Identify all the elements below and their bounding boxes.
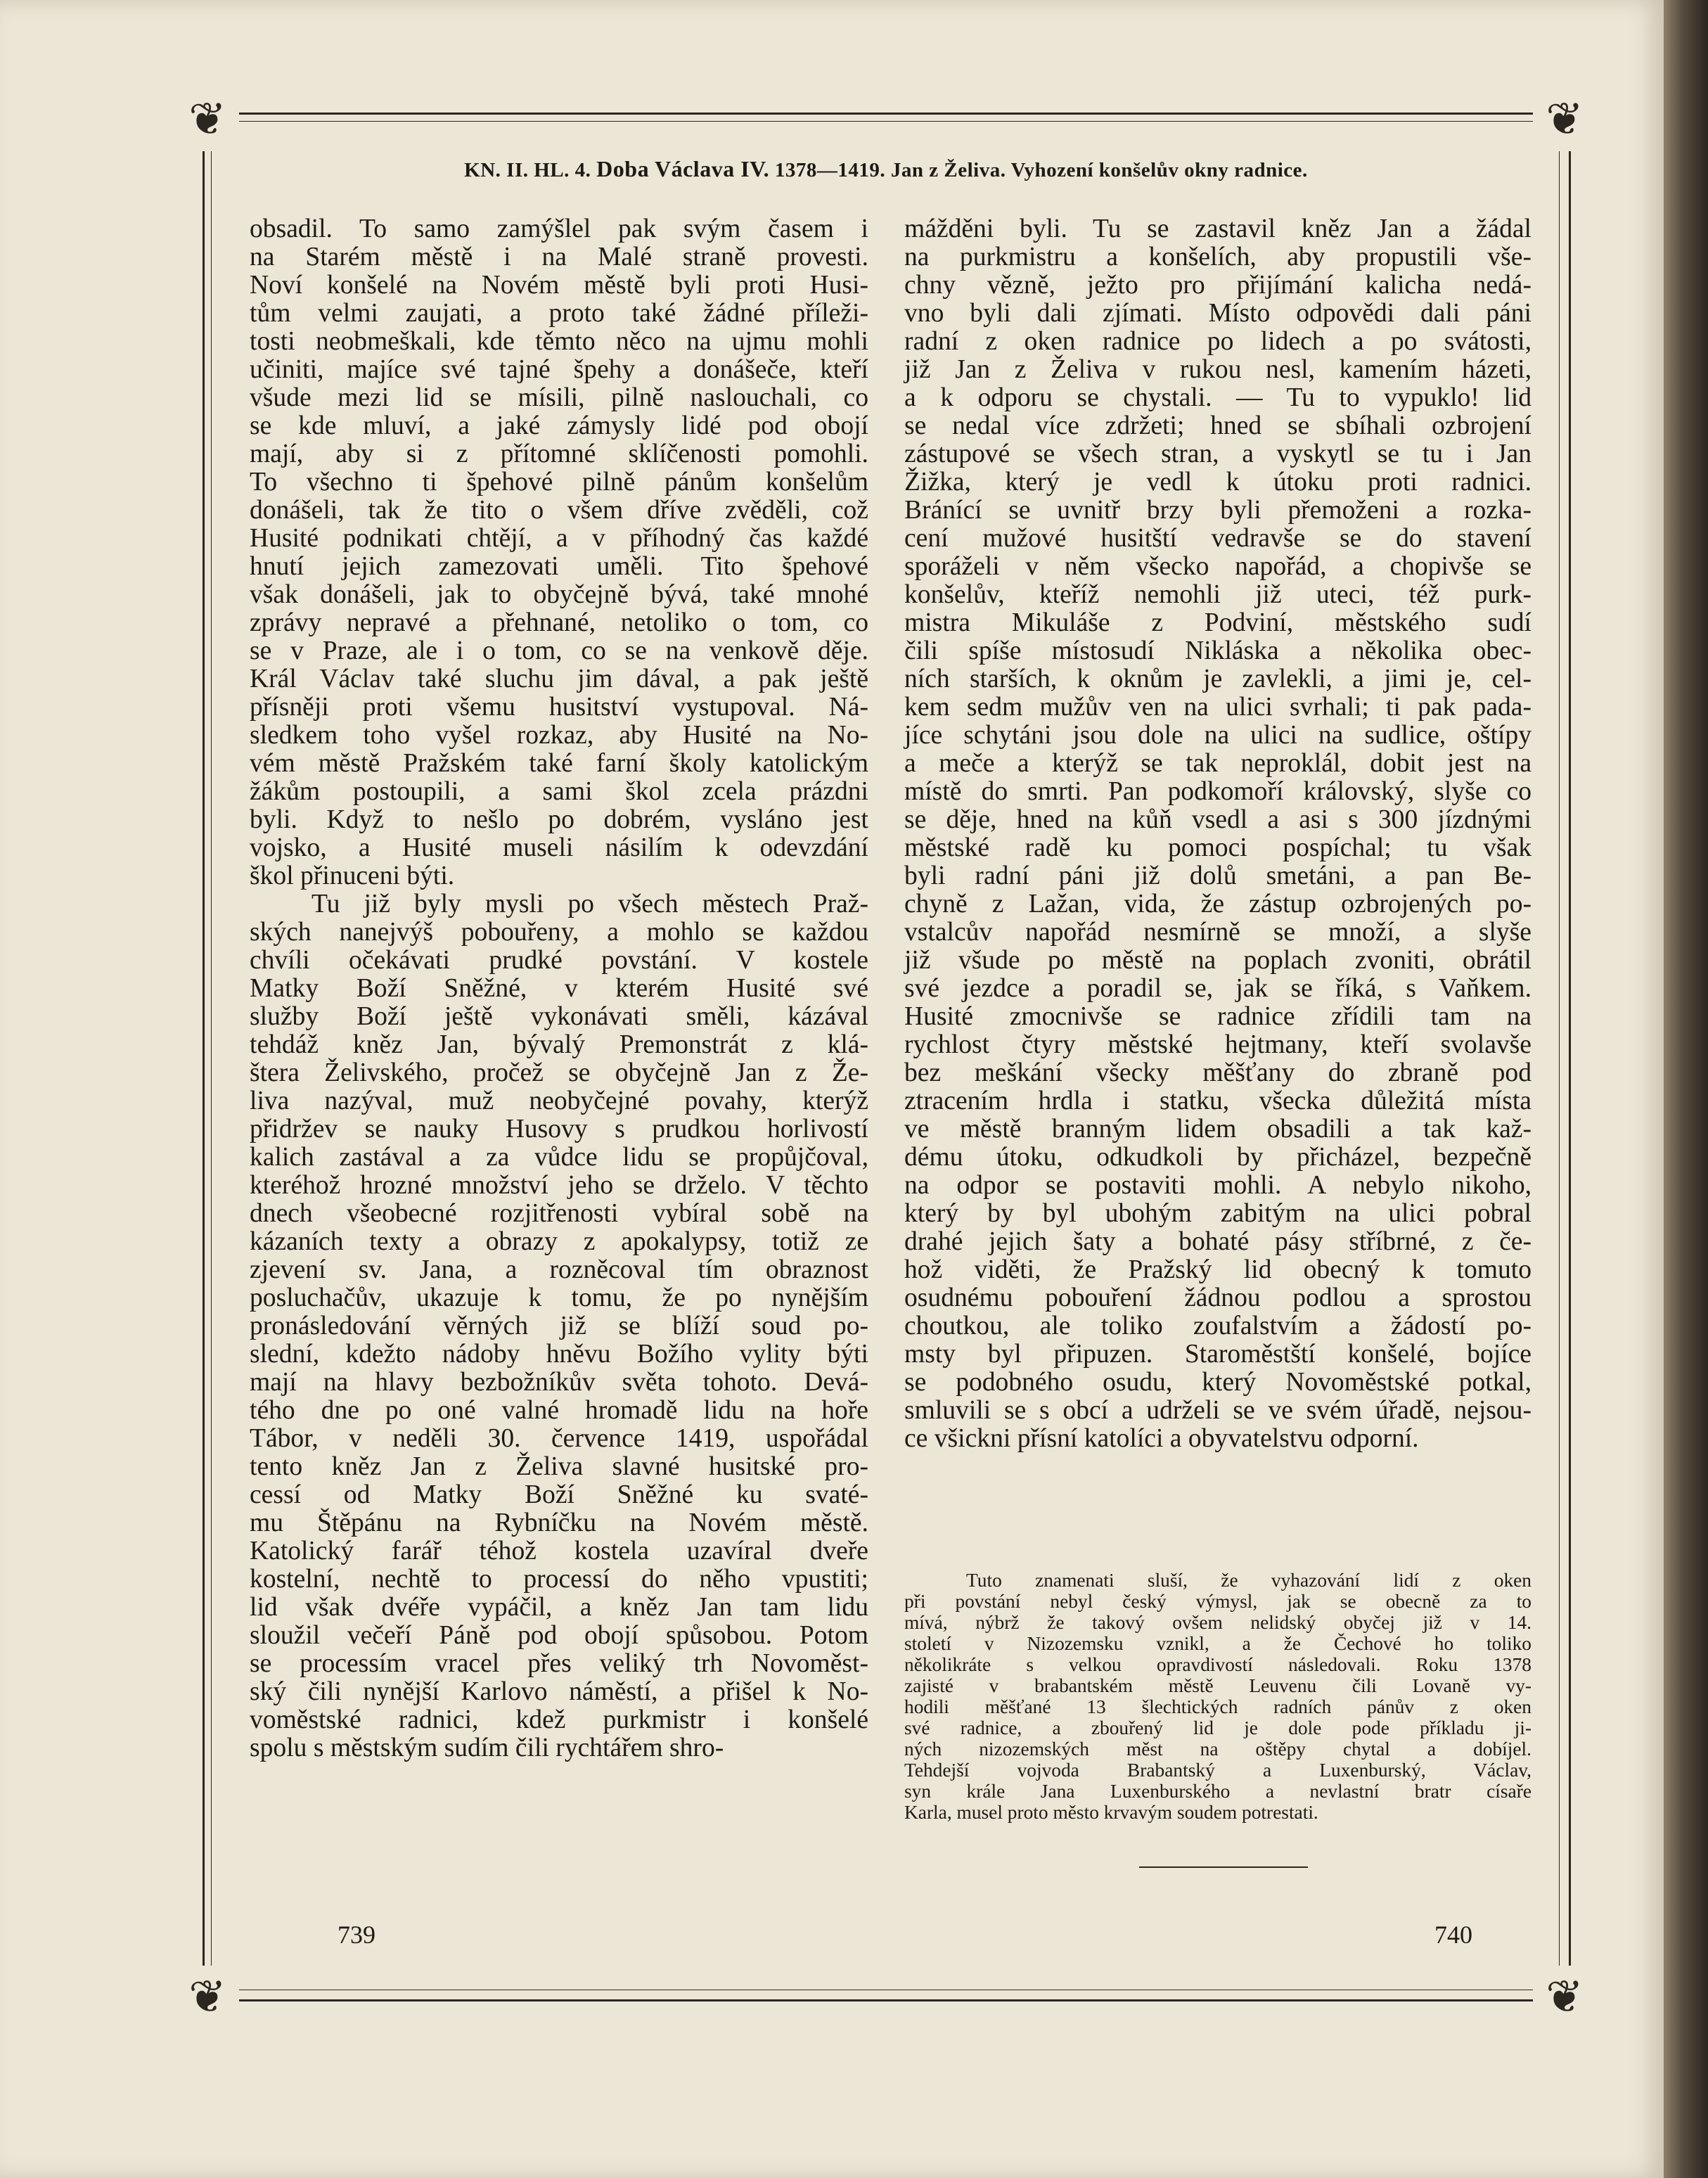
page-number-left: 739 — [338, 1921, 375, 1949]
running-head-title: Doba Václava IV. — [596, 156, 770, 181]
text-line: obsadil. To samo zamýšlel pak svým časem i — [250, 214, 868, 243]
text-line: tého dne po oné valné hromadě lidu na hoře — [250, 1396, 868, 1425]
text-line: žákům postoupili, a sami škol zcela prázdni — [250, 777, 868, 806]
text-line: drahé jejich šaty a bohaté pásy stříbrné, z če- — [904, 1227, 1532, 1256]
left-text-column — [250, 215, 868, 1762]
text-line: Husité podnikati chtějí, a v příhodný čas každé — [250, 524, 868, 553]
text-line: chny vězně, ježto pro přijímání kalicha nedá- — [904, 271, 1532, 300]
text-line: sledkem toho vyšel rozkaz, aby Husité na No- — [250, 721, 868, 750]
text-line: chvíli očekávati prudké povstání. V kostele — [250, 946, 868, 975]
text-line: posluchačův, ukazuje k tomu, že po nynějším — [250, 1283, 868, 1312]
page-number-right: 740 — [1434, 1921, 1472, 1949]
right-text-column — [904, 215, 1532, 1453]
text-line: mistra Mikuláše z Podviní, městského sudí — [904, 608, 1532, 637]
text-line: mu Štěpánu na Rybníčku na Novém městě. — [250, 1508, 868, 1537]
text-line: pronásledování věrných již se blíží soud po- — [250, 1312, 868, 1340]
text-line: ce všickni přísní katolíci a obyvatelstvu odporní. — [904, 1424, 1419, 1453]
text-line: zajisté v brabantském městě Leuvenu čili Lovaně vy- — [904, 1675, 1532, 1696]
text-line: rychlost čtyry městské hejtmany, kteří svolavše — [904, 1030, 1532, 1059]
running-head — [232, 156, 1540, 182]
text-line: Husité zmocnivše se radnice zřídili tam na — [904, 1002, 1532, 1031]
text-line: Karla, musel proto město krvavým soudem potrestati. — [904, 1802, 1318, 1823]
text-line: se nedal více zdržeti; hned se sbíhali ozbrojení — [904, 411, 1532, 440]
text-line: lid však dvéře vypáčil, a kněz Jan tam lidu — [250, 1593, 868, 1622]
text-line: zástupové se všech stran, a vyskytl se tu i Jan — [904, 440, 1532, 468]
text-line: ských nanejvýš pobouřeny, a mohlo se každou — [250, 918, 868, 947]
text-line: cení mužové husitští vedravše se do stavení — [904, 524, 1532, 553]
text-line: radní z oken radnice po lidech a po svátosti, — [904, 327, 1532, 356]
text-line: který by byl ubohým zabitým na ulici pobral — [904, 1199, 1532, 1228]
text-line: vstalcův napořád nesmírně se množí, a slyše — [904, 918, 1532, 947]
text-line: své radnice, a zbouřený lid je dole pode příkladu ji- — [904, 1717, 1532, 1738]
text-line: hodili měšťané 13 šlechtických radních pánův z oken — [904, 1696, 1532, 1717]
text-line: spolu s městským sudím čili rychtářem shro- — [250, 1734, 724, 1762]
text-line: se v Praze, ale i o tom, co se na venkově děje. — [250, 636, 868, 665]
text-line: osudnému pobouření žádnou podlou a sprostou — [904, 1283, 1532, 1312]
text-line: však donášeli, jak to obyčejně bývá, také mnohé — [250, 580, 868, 609]
text-line: tehdáž kněz Jan, bývalý Premonstrát z klá- — [250, 1030, 868, 1059]
text-line: Žižka, který je vedl k útoku proti radnici. — [904, 468, 1532, 497]
text-line: bez meškání všecky měšťany do zbraně pod — [904, 1058, 1532, 1087]
text-line: ních starších, k oknům je zavlekli, a jimi je, cel- — [904, 665, 1532, 693]
text-line: se podobného osudu, který Novoměstské potkal, — [904, 1368, 1532, 1397]
running-head-pre: KN. II. HL. 4. — [464, 159, 597, 181]
text-line: mívá, nýbrž že takový ovšem nelidský obyčej již v 14. — [904, 1612, 1532, 1633]
text-line: ných nizozemských měst na oštěpy chytal a dobíjel. — [904, 1738, 1532, 1760]
text-line: Bránící se uvnitř brzy byli přemoženi a rozka- — [904, 496, 1532, 525]
text-line: několikráte s velkou opravdivostí následovali. Roku 1378 — [904, 1654, 1532, 1675]
text-line: hož viděti, že Pražský lid obecný k tomuto — [904, 1255, 1532, 1284]
text-line: dému útoku, odkudkoli by přicházel, bezpečně — [904, 1143, 1532, 1172]
text-line: zprávy nepravé a přehnané, netoliko o tom, co — [250, 608, 868, 637]
text-line: dnech všeobecné rozjitřenosti vybíral sobě na — [250, 1199, 868, 1228]
text-line: liva nazýval, muž neobyčejné povahy, kterýž — [250, 1087, 868, 1115]
text-line: Noví konšelé na Novém městě byli proti Husi- — [250, 271, 868, 300]
text-line: se processím vracel přes veliký trh Novoměst- — [250, 1649, 868, 1678]
text-line: Tehdejší vojvoda Brabantský a Luxenburský, Václav, — [904, 1760, 1532, 1781]
text-line: učiniti, majíce své tajné špehy a donášeče, kteří — [250, 355, 868, 384]
text-line: Tábor, v neděli 30. července 1419, uspořádal — [250, 1424, 868, 1453]
text-line: při povstání nebyl český výmysl, jak se obecně za to — [904, 1591, 1532, 1612]
corner-ornament-icon: ❦ — [1533, 88, 1596, 151]
text-line: kostelní, nechtě to processí do něho vpustiti; — [250, 1565, 868, 1594]
text-line: kalich zastával a za vůdce lidu se propůjčoval, — [250, 1143, 868, 1172]
text-line: na Starém městě i na Malé straně provesti. — [250, 243, 868, 271]
text-line: Tu již byly mysli po všech městech Praž- — [312, 890, 868, 918]
text-line: se děje, hned na kůň vsedl a asi s 300 jízdnými — [904, 805, 1532, 834]
running-head-post: 1378—1419. Jan z Želiva. Vyhození konšelův okny radnice. — [769, 159, 1308, 181]
text-line: kázaních texty a obrazy z apokalypsy, totiž ze — [250, 1227, 868, 1256]
text-line: choutkou, ale toliko zoufalstvím a žádostí po- — [904, 1312, 1532, 1340]
text-line: jíce schytáni jsou dole na ulici na sudlice, oštípy — [904, 721, 1532, 750]
text-line: se kde mluví, a jaké zámysly lidé pod obojí — [250, 411, 868, 440]
text-line: vém městě Pražském také farní školy katolickým — [250, 749, 868, 778]
text-line: msty byl připuzen. Staroměstští konšelé, bojíce — [904, 1340, 1532, 1369]
text-line: tosti neobmeškali, kde těmto něco na ujmu mohli — [250, 327, 868, 356]
text-line: století v Nizozemsku vznikl, a že Čechové ho toliko — [904, 1633, 1532, 1654]
text-line: syn krále Jana Luxenburského a nevlastní bratr císaře — [904, 1781, 1532, 1802]
text-line: městské radě ku pomoci pospíchal; tu však — [904, 833, 1532, 862]
text-line: štera Želivského, pročež se obyčejně Jan z Že- — [250, 1058, 868, 1087]
text-line: kteréhož hrozné množství jeho se drželo. V těchto — [250, 1171, 868, 1200]
text-line: Matky Boží Sněžné, v kterém Husité své — [250, 974, 868, 1003]
text-line: Tuto znamenati sluší, že vyhazování lidí z oken — [966, 1570, 1532, 1591]
text-line: smluvili se s obcí a udrželi se ve svém úřadě, nejsou- — [904, 1396, 1532, 1425]
corner-ornament-icon: ❦ — [176, 1966, 239, 2029]
text-line: na purkmistru a konšelích, aby propustili vše- — [904, 243, 1532, 271]
text-line: byli radní páni již dolů smetáni, a pan Be- — [904, 861, 1532, 890]
text-line: ský čili nynější Karlovo náměstí, a přišel k No- — [250, 1677, 868, 1706]
text-line: a k odporu se chystali. — Tu to vypuklo! lid — [904, 383, 1532, 412]
text-line: své jezdce a poradil se, jak se říká, s Vaňkem. — [904, 974, 1532, 1003]
text-line: tento kněz Jan z Želiva slavné husitské pro- — [250, 1452, 868, 1481]
corner-ornament-icon: ❦ — [176, 88, 239, 151]
text-line: již všude po městě na poplach zvoniti, obrátil — [904, 946, 1532, 975]
text-line: mážděni byli. Tu se zastavil kněz Jan a žádal — [904, 214, 1532, 243]
text-line: konšelův, kteříž nemohli již uteci, též purk- — [904, 580, 1532, 609]
text-line: tům velmi zaujati, a proto také žádné příleži- — [250, 299, 868, 328]
text-line: přísněji proti všemu husitství vystupoval. Ná- — [250, 693, 868, 722]
text-line: ztracením hrdla i statku, všecka důležitá místa — [904, 1087, 1532, 1115]
text-line: slední, kdežto nádoby hněvu Božího vylity býti — [250, 1340, 868, 1369]
text-line: donášeli, tak že tito o všem dříve zvěděli, což — [250, 496, 868, 525]
text-line: místě do smrti. Pan podkomoří královský, slyše co — [904, 777, 1532, 806]
book-spine — [1664, 0, 1708, 2178]
text-line: voměstské radnici, kdež purkmistr i konšelé — [250, 1705, 868, 1734]
text-line: a meče a kterýž se tak neproklál, dobit jest na — [904, 749, 1532, 778]
text-line: vno byli dali zjímati. Místo odpovědi dali páni — [904, 299, 1532, 328]
corner-ornament-icon: ❦ — [1533, 1966, 1596, 2029]
text-line: vojsko, a Husité museli násilím k odevzdání — [250, 833, 868, 862]
text-line: zjevení sv. Jana, a rozněcoval tím obraznost — [250, 1255, 868, 1284]
text-line: škol přinuceni býti. — [250, 861, 455, 890]
text-line: byli. Když to nešlo po dobrém, vysláno jest — [250, 805, 868, 834]
text-line: již Jan z Želiva v rukou nesl, kamením házeti, — [904, 355, 1532, 384]
text-line: To všechno ti špehové pilně pánům konšelům — [250, 468, 868, 497]
text-line: služby Boží ještě vykonávati směli, kázával — [250, 1002, 868, 1031]
text-line: cessí od Matky Boží Sněžné ku svaté- — [250, 1480, 868, 1509]
text-line: Katolický farář téhož kostela uzavíral dveře — [250, 1537, 868, 1565]
text-line: sloužil večeří Páně pod obojí spůsobou. Potom — [250, 1621, 868, 1650]
text-line: ve městě branným lidem obsadili a tak kaž- — [904, 1115, 1532, 1144]
text-line: všude mezi lid se mísili, pilně naslouchali, co — [250, 383, 868, 412]
text-line: mají na hlavy bezbožníkův světa tohoto. Devá- — [250, 1368, 868, 1397]
text-line: hnutí jejich zamezovati uměli. Tito špehové — [250, 552, 868, 581]
text-line: přidržev se nauky Husovy s prudkou horlivostí — [250, 1115, 868, 1144]
text-line: čili spíše místosudí Nikláska a několika obec- — [904, 636, 1532, 665]
footnote-rule — [1139, 1866, 1308, 1868]
text-line: kem sedm mužův ven na ulici svrhali; ti pak pada- — [904, 693, 1532, 722]
text-line: na odpor se postaviti mohli. A nebylo nikoho, — [904, 1171, 1532, 1200]
text-line: sporáželi v něm všecko napořád, a chopivše se — [904, 552, 1532, 581]
text-line: Král Václav také sluchu jim dával, a pak ještě — [250, 665, 868, 693]
text-line: chyně z Lažan, vida, že zástup ozbrojených po- — [904, 890, 1532, 918]
footnote — [904, 1570, 1532, 1823]
text-line: mají, aby si z přítomné sklíčenosti pomohli. — [250, 440, 868, 468]
